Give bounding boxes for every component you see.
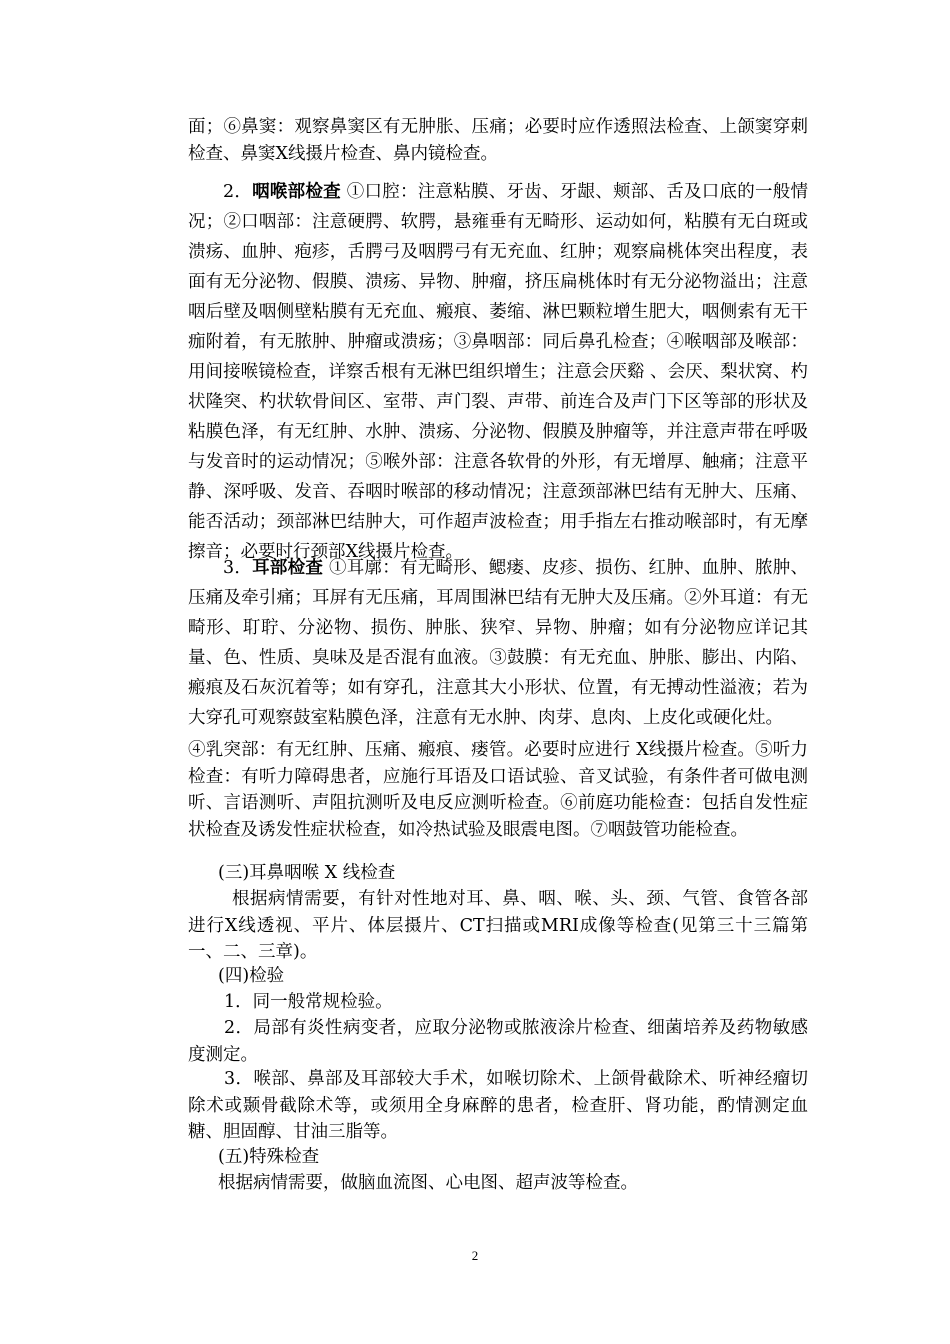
subsection-heading-xray (188, 860, 808, 887)
paragraph-text: 2．局部有炎性病变者，应取分泌物或脓液涂片检查、细菌培养及药物敏感度测定。 (188, 1018, 808, 1065)
paragraph-text: 3．喉部、鼻部及耳部较大手术，如喉切除术、上颌骨截除术、听神经瘤切除术或颞骨截除术等，或须用全身麻醉的患者，检查肝、肾功能，酌情测定血糖、胆固醇、甘油三脂等。 (188, 1069, 808, 1142)
paragraph-mastoid-hearing (188, 737, 808, 843)
paragraph-special (188, 1170, 808, 1197)
heading-text: (三)耳鼻咽喉 X 线检查 (218, 863, 396, 883)
item-number: 3． (223, 558, 253, 578)
paragraph-text: 根据病情需要，做脑血流图、心电图、超声波等检查。 (218, 1173, 638, 1193)
subsection-heading-special (188, 1144, 808, 1171)
paragraph-ear-exam (188, 553, 808, 733)
subsection-heading-lab (188, 963, 808, 990)
paragraph-text: ①耳廓：有无畸形、鳃瘘、皮疹、损伤、红肿、血肿、脓肿、压痛及牵引痛；耳屏有无压痛，耳周围淋巴结有无肿大及压痛。②外耳道：有无畸形、耵聍、分泌物、损伤、肿胀、狭窄、异物、肿瘤；如有分泌物应详记其量、色、性质、臭味及是否混有血液。③鼓膜：有无充血、肿胀、膨出、内陷、瘢痕及石灰沉着等；如有穿孔，注意其大小形状、位置，有无搏动性溢液；若为大穿孔可观察鼓室粘膜色泽，注意有无水肿、肉芽、息肉、上皮化或硬化灶。 (188, 558, 809, 728)
section-heading-ear: 耳部检查 (252, 558, 324, 578)
paragraph-xray (188, 886, 808, 966)
paragraph-text: ①口腔：注意粘膜、牙齿、牙龈、颊部、舌及口底的一般情况；②口咽部：注意硬腭、软腭，悬雍垂有无畸形、运动如何，粘膜有无白斑或溃疡、血肿、疱疹，舌腭弓及咽腭弓有无充血、红肿；观察扁桃体突出程度，表面有无分泌物、假膜、溃疡、异物、肿瘤，挤压扁桃体时有无分泌物溢出；注意咽后壁及咽侧壁粘膜有无充血、瘢痕、萎缩、淋巴颗粒增生肥大，咽侧索有无干痂附着，有无脓肿、肿瘤或溃疡；③鼻咽部：同后鼻孔检查；④喉咽部及喉部：用间接喉镜检查，详察舌根有无淋巴组织增生；注意会厌谿 、会厌、梨状窝、杓状隆突、杓状软骨间区、室带、声门裂、声带、前连合及声门下区等部的形状及粘膜色泽，有无红肿、水肿、溃疡、分泌物、假膜及肿瘤等，并注意声带在呼吸与发音时的运动情况；⑤喉外部：注意各软骨的外形，有无增厚、触痛；注意平静、深呼吸、发音、吞咽时喉部的移动情况；注意颈部淋巴结有无肿大、压痛、能否活动；颈部淋巴结肿大，可作超声波检查；用手指左右推动喉部时，有无摩擦音；必要时行颈部X线摄片检查。 (188, 182, 809, 562)
item-number: 2． (223, 182, 253, 202)
paragraph-text: 1．同一般常规检验。 (224, 992, 393, 1012)
heading-text: (四)检验 (218, 966, 285, 986)
section-heading-throat: 咽喉部检查 (252, 182, 341, 202)
list-item-lab-1 (188, 989, 808, 1016)
list-item-lab-3 (188, 1066, 808, 1146)
heading-text: (五)特殊检查 (218, 1147, 320, 1167)
paragraph-text: 根据病情需要，有针对性地对耳、鼻、咽、喉、头、颈、气管、食管各部进行X线透视、平片、体层摄片、CT扫描或MRI成像等检查(见第三十三篇第一、二、三章)。 (188, 889, 808, 962)
paragraph-nasal-sinus-continuation (188, 114, 808, 167)
list-item-lab-2 (188, 1015, 808, 1068)
paragraph-throat-exam (188, 177, 808, 567)
page-number: 2 (471, 1248, 479, 1263)
paragraph-text: 面；⑥鼻窦：观察鼻窦区有无肿胀、压痛；必要时应作透照法检查、上颌窦穿刺检查、鼻窦X线摄片检查、鼻内镜检查。 (188, 117, 808, 164)
paragraph-text: ④乳突部：有无红肿、压痛、瘢痕、瘘管。必要时应进行 X线摄片检查。⑤听力检查：有听力障碍患者，应施行耳语及口语试验、音叉试验，有条件者可做电测听、言语测听、声阻抗测听及电反应测听检查。⑥前庭功能检查：包括自发性症状检查及诱发性症状检查，如冷热试验及眼震电图。⑦咽鼓管功能检查。 (188, 740, 808, 840)
